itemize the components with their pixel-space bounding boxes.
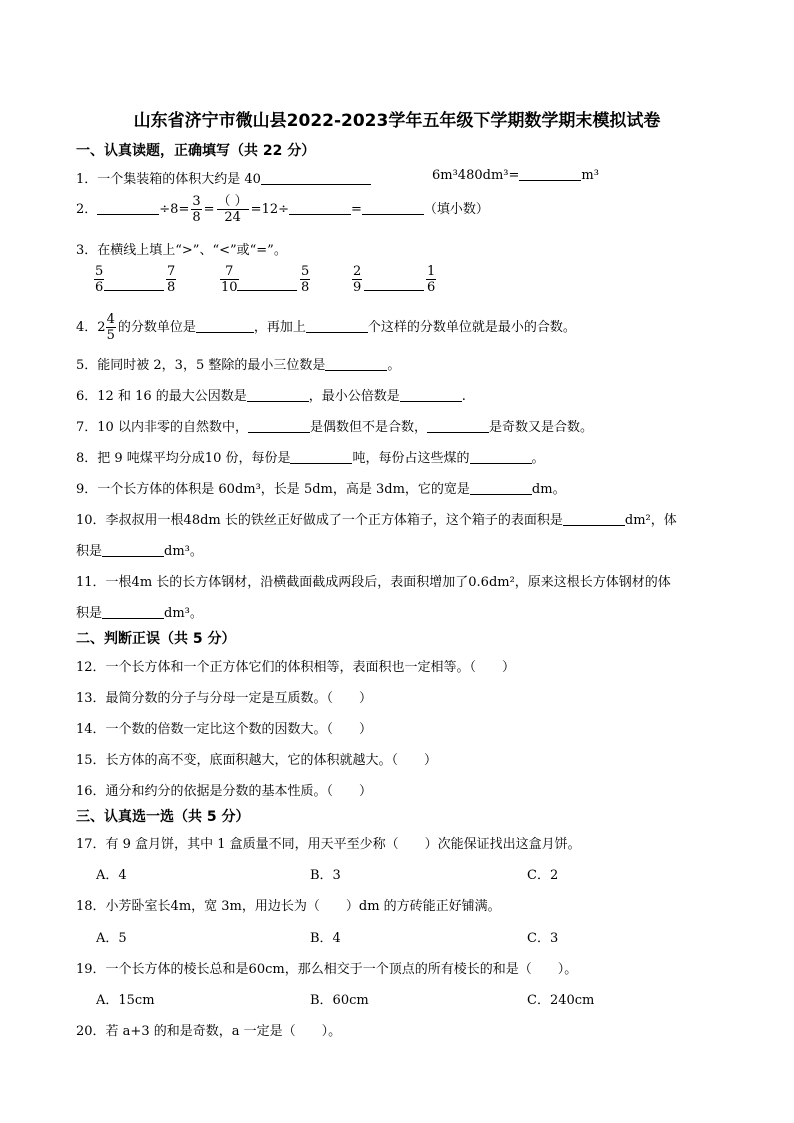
q11-blank[interactable] — [102, 606, 164, 619]
q8-blank-2[interactable] — [470, 451, 532, 464]
q1-blank-2[interactable] — [519, 168, 581, 181]
question-18: 18．小芳卧室长4m，宽 3m，用边长为（ ）dm 的方砖能正好铺满。 — [76, 899, 501, 914]
q10-blank-1[interactable] — [563, 513, 625, 526]
q17-option-b[interactable]: B．3 — [310, 868, 341, 883]
q5-text: 5．能同时被 2，3，5 整除的最小三位数是 — [76, 358, 326, 373]
q2-mid: =12÷ — [250, 202, 289, 217]
q3-blank-3[interactable] — [364, 290, 424, 291]
q4-frac-den: 5 — [106, 328, 115, 343]
q19-option-b[interactable]: B．60cm — [310, 993, 369, 1008]
question-7 — [76, 416, 593, 435]
q3-p3-rn: 1 — [427, 264, 436, 279]
q18-option-c[interactable]: C．3 — [527, 931, 559, 946]
q2-frac2-num[interactable]: （ ） — [217, 194, 248, 209]
q7-text-a: 7．10 以内非零的自然数中， — [76, 420, 248, 435]
section-heading-2: 二、判断正误（共 5 分） — [76, 631, 236, 647]
q3-pair-3-left — [350, 264, 364, 295]
section-heading-3: 三、认真选一选（共 5 分） — [76, 809, 250, 825]
q7-blank-1[interactable] — [248, 420, 310, 433]
q2-tail: （填小数） — [423, 202, 489, 217]
q5-blank[interactable] — [325, 358, 387, 371]
q3-p2-ln: 7 — [225, 264, 234, 279]
question-13: 13．最简分数的分子与分母一定是互质数。（ ） — [76, 691, 373, 706]
q6-tail: . — [461, 389, 466, 404]
q4-whole: 2 — [97, 320, 106, 335]
q5-tail: 。 — [387, 358, 401, 373]
question-10 — [76, 509, 677, 528]
question-2 — [76, 194, 489, 225]
q11-text-b: 积是 — [76, 606, 103, 621]
q1-text-b: 6m³480dm³= — [432, 168, 520, 183]
q3-pair-2-right — [298, 264, 312, 295]
q3-p3-ld: 9 — [353, 280, 362, 295]
q3-pair-3-right — [424, 264, 438, 295]
question-14: 14．一个数的倍数一定比这个数的因数大。（ ） — [76, 722, 373, 737]
question-9 — [76, 478, 566, 497]
q9-tail: dm。 — [531, 482, 566, 497]
q3-p2-rn: 5 — [301, 264, 310, 279]
q1-unit: m³ — [581, 168, 599, 183]
q11-text-c: dm³。 — [164, 606, 203, 621]
q4-blank-1[interactable] — [196, 320, 254, 333]
question-11-line-2 — [76, 602, 203, 621]
q3-p3-rd: 6 — [427, 280, 436, 295]
q4-text-c: 个这样的分数单位就是最小的合数。 — [367, 320, 576, 335]
q3-p1-ld: 6 — [95, 280, 104, 295]
q11-text-a: 11．一根4m 长的长方体钢材，沿横截面截成两段后，表面积增加了0.6dm²，原来这根长方体钢材的体 — [76, 575, 671, 590]
q19-option-a[interactable]: A．15cm — [96, 993, 155, 1008]
q9-blank[interactable] — [470, 482, 532, 495]
q6-blank-2[interactable] — [400, 389, 462, 402]
q7-text-b: 是偶数但不是合数， — [309, 420, 427, 435]
q17-option-c[interactable]: C．2 — [527, 868, 559, 883]
q10-blank-2[interactable] — [102, 544, 164, 557]
question-8 — [76, 447, 545, 466]
q2-div: ÷8= — [159, 202, 190, 217]
q3-p2-ld: 10 — [221, 280, 238, 295]
q1-text: 1．一个集装箱的体积大约是 40 — [76, 172, 261, 187]
q10-text-b: dm²，体 — [624, 513, 677, 528]
q4-fraction — [106, 312, 116, 343]
question-4 — [76, 312, 576, 343]
question-15: 15．长方体的高不变，底面积越大，它的体积就越大。（ ） — [76, 753, 438, 768]
question-1 — [76, 168, 371, 187]
q1-blank-1[interactable] — [261, 172, 371, 185]
q3-blank-1[interactable] — [104, 290, 164, 291]
q6-text-b: ，最小公倍数是 — [308, 389, 400, 404]
q18-option-b[interactable]: B．4 — [310, 931, 341, 946]
q8-blank-1[interactable] — [290, 451, 352, 464]
q18-option-a[interactable]: A．5 — [96, 931, 127, 946]
q8-tail: 。 — [531, 451, 545, 466]
q10-text-a: 10．李叔叔用一根48dm 长的铁丝正好做成了一个正方体箱子，这个箱子的表面积是 — [76, 513, 563, 528]
question-6 — [76, 385, 466, 404]
q6-blank-1[interactable] — [247, 389, 309, 402]
q4-text-b: ，再加上 — [253, 320, 306, 335]
q2-frac1-num: 3 — [192, 194, 201, 209]
q3-p1-ln: 5 — [95, 264, 104, 279]
question-19: 19．一个长方体的棱长总和是60cm，那么相交于一个顶点的所有棱长的和是（ ）。 — [76, 962, 578, 977]
q19-option-c[interactable]: C．240cm — [527, 993, 595, 1008]
q2-blank-1[interactable] — [97, 202, 159, 215]
q2-number: 2． — [76, 202, 98, 217]
q17-option-a[interactable]: A．4 — [96, 868, 127, 883]
question-3: 3．在横线上填上“>”、“<”或“=”。 — [76, 243, 287, 258]
q3-blank-2[interactable] — [237, 290, 297, 291]
question-1-part-b — [432, 168, 599, 183]
q7-text-c: 是奇数又是合数。 — [488, 420, 593, 435]
q8-text-b: 吨，每份占这些煤的 — [352, 451, 470, 466]
q2-fraction-2 — [217, 194, 249, 225]
q3-p2-rd: 8 — [301, 280, 310, 295]
q6-text-a: 6．12 和 16 的最大公因数是 — [76, 389, 247, 404]
q4-text-a: 的分数单位是 — [117, 320, 196, 335]
q4-frac-num: 4 — [106, 312, 115, 327]
q10-text-c: 积是 — [76, 544, 103, 559]
section-heading-1: 一、认真读题，正确填写（共 22 分） — [76, 143, 316, 159]
q2-fraction-1 — [191, 194, 201, 225]
q8-text-a: 8．把 9 吨煤平均分成10 份，每份是 — [76, 451, 291, 466]
q10-text-d: dm³。 — [164, 544, 203, 559]
q9-text: 9．一个长方体的体积是 60dm³，长是 5dm，高是 3dm，它的宽是 — [76, 482, 470, 497]
question-11 — [76, 571, 671, 590]
question-20: 20．若 a+3 的和是奇数，a 一定是（ ）。 — [76, 1024, 342, 1039]
question-5 — [76, 354, 400, 373]
q2-eq2: = — [351, 202, 362, 217]
q2-frac2-den: 24 — [217, 209, 249, 225]
q4-blank-2[interactable] — [306, 320, 368, 333]
question-16: 16．通分和约分的依据是分数的基本性质。（ ） — [76, 784, 373, 799]
q3-p1-rn: 7 — [167, 264, 176, 279]
q3-p3-ln: 2 — [353, 264, 362, 279]
q3-pair-1-right — [164, 264, 178, 295]
page-title: 山东省济宁市微山县2022-2023学年五年级下学期数学期末模拟试卷 — [133, 111, 661, 131]
q2-eq: = — [203, 202, 215, 217]
q2-frac1-den: 8 — [192, 210, 201, 225]
q7-blank-2[interactable] — [427, 420, 489, 433]
q2-blank-2[interactable] — [289, 202, 351, 215]
q4-number: 4． — [76, 320, 98, 335]
question-10-line-2 — [76, 540, 203, 559]
q2-blank-3[interactable] — [362, 202, 424, 215]
question-12: 12．一个长方体和一个正方体它们的体积相等，表面积也一定相等。（ ） — [76, 660, 516, 675]
question-17: 17．有 9 盒月饼，其中 1 盒质量不同，用天平至少称（ ）次能保证找出这盒月饼。 — [76, 837, 581, 852]
q3-p1-rd: 8 — [167, 280, 176, 295]
